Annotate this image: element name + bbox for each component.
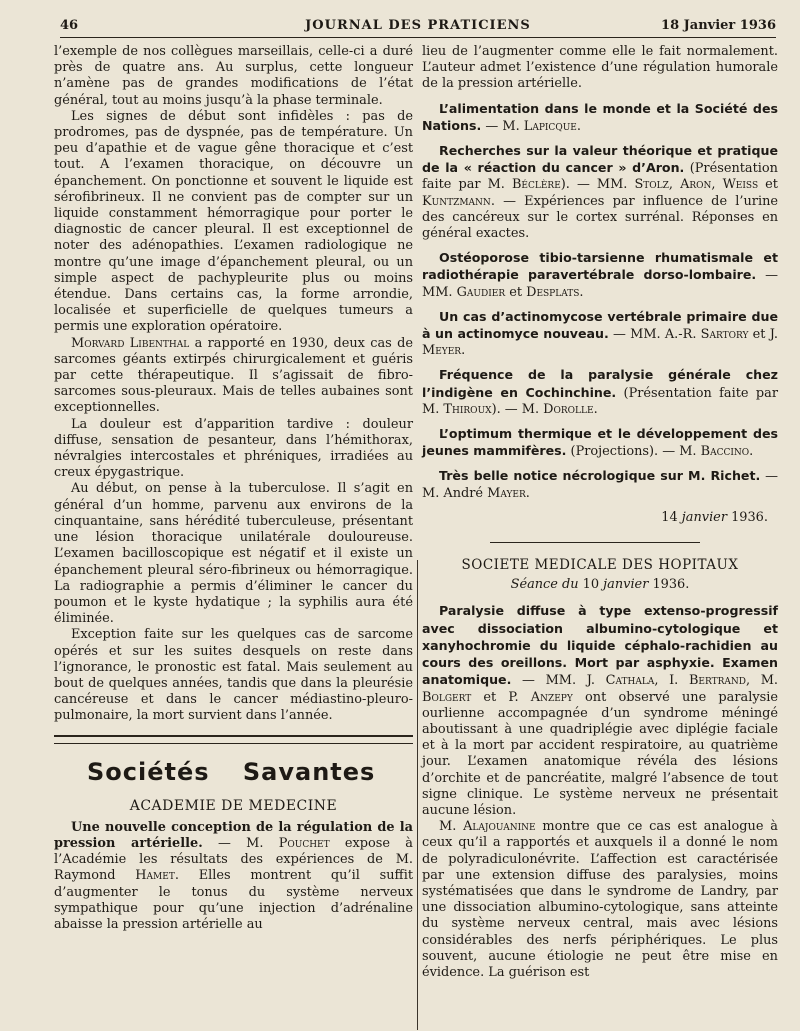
entry-title: Paralysie diffuse à type extenso-progressif avec dissociation albumino-cytologique et xanyhochromie du liquide céphalo-rachidien au cours des oreillons. Mort par asphyxie. Examen anatomique.	[422, 603, 778, 688]
entry-title: Très belle notice nécrologique sur M. Richet.	[439, 468, 761, 484]
author-name: Gaudier	[456, 284, 506, 300]
author-name: Kuntzmann	[422, 193, 491, 209]
entry-title: L’alimentation dans le monde et la Société des Nations.	[422, 100, 778, 133]
author-name: Morvard Libenthal	[71, 335, 190, 351]
section-divider	[490, 542, 700, 543]
author-name: Bolgert	[422, 689, 472, 705]
subsection-title: ACADEMIE DE MEDECINE	[129, 797, 338, 814]
entry-academie: Une nouvelle conception de la régulation de la pression artérielle. — M. Pouchet expose à l’Académie les résultats des expériences de M. Raymond Hamet. Elles montrent qu’il suffit d’augmenter le tonus du système nerveux sympathique pour qu’une injection d’adrénaline abaisse la pression artérielle au	[54, 819, 413, 932]
left-column	[54, 44, 413, 933]
journal-title: JOURNAL DES PRATICIENS	[305, 18, 531, 33]
subsection-title: SOCIETE MEDICALE DES HOPITAUX	[461, 557, 739, 574]
entry-title: Un cas d’actinomycose vertébrale primaire due à un actinomyce nouveau.	[422, 308, 778, 342]
entry: Recherches sur la valeur théorique et pratique de la « réaction du cancer » d’Aron. (Présentation faite par M. Béclère). — MM. Stolz, Aron, Weiss et Kuntzmann. — Expériences par influence de l’urine des cancéreux sur le cortex surrénal. Réponses en général exactes.	[422, 143, 778, 242]
author-name: Cathala	[605, 673, 655, 689]
author-name: Mayer	[487, 485, 526, 501]
entry: L’alimentation dans le monde et la Société des Nations. — M. Lapicque.	[422, 100, 778, 134]
author-name: Thiroux	[443, 401, 492, 417]
column-divider	[417, 560, 418, 1030]
entry-title: Fréquence de la paralysie générale chez l’indigène en Cochinchine.	[422, 367, 778, 400]
author-name: Lapicque	[523, 118, 577, 134]
paragraph: La douleur est d’apparition tardive : douleur diffuse, sensation de pesanteur, dans l’hémithorax, névralgies intercostales et phréniques, irradiées au creux épygastrique.	[54, 416, 413, 481]
author-name: Alajouanine	[463, 819, 536, 835]
author-name: Baccino	[700, 444, 750, 460]
session-date: 14 janvier 1936.	[661, 509, 768, 525]
entry: Un cas d’actinomycose vertébrale primaire due à un actinomyce nouveau. — MM. A.-R. Sartory et J. Meyer.	[422, 308, 778, 359]
issue-date: 18 Janvier 1936	[661, 18, 776, 33]
entry-title: Recherches sur la valeur théorique et pratique de la « réaction du cancer » d’Aron.	[422, 143, 778, 176]
author-name: Bertrand	[688, 673, 746, 689]
page-header	[60, 14, 776, 36]
author-name: Pouchet	[278, 835, 330, 851]
author-name: Desplats	[526, 284, 580, 300]
entry: Fréquence de la paralysie générale chez l’indigène en Cochinchine. (Présentation faite par M. Thiroux). — M. Dorolle.	[422, 367, 778, 417]
author-name: Aron	[680, 177, 712, 193]
entry: Ostéoporose tibio-tarsienne rhumatismale et radiothérapie paravertébrale dorso-lombaire. — MM. Gaudier et Desplats.	[422, 250, 778, 300]
paragraph: Au début, on pense à la tuberculose. Il s’agit en général d’un homme, parvenu aux environs de la cinquantaine, sans hérédité tuberculeuse, présentant une lésion thoracique unilatérale douloureuse. L’examen bacilloscopique est négatif et il existe un épanchement pleural séro-fibrineux ou hémorragique. La radiographie a permis d’éliminer le cancer du poumon et le kyste hydatique ; la syphilis aura été éliminée.	[54, 481, 413, 627]
author-name: Sartory	[700, 327, 749, 343]
entry: Très belle notice nécrologique sur M. Richet. — M. André Mayer.	[422, 468, 778, 501]
entry-title: Une nouvelle conception de la régulation de la pression artérielle.	[54, 819, 413, 851]
author-name: Béclère	[511, 177, 561, 193]
paragraph: l’exemple de nos collègues marseillais, celle-ci a duré près de quatre ans. Au surplus, cette longueur n’amène pas de grandes modifications de l’état général, tout au moins jusqu’à la phase terminale.	[54, 44, 413, 108]
header-rule	[60, 37, 776, 38]
entry-title: Ostéoporose tibio-tarsienne rhumatismale et radiothérapie paravertébrale dorso-lombaire.	[422, 250, 778, 283]
section-title: Sociétés Savantes	[87, 757, 376, 786]
entry-title: L’optimum thermique et le développement des jeunes mammifères.	[422, 426, 778, 459]
paragraph: lieu de l’augmenter comme elle le fait normalement. L’auteur admet l’existence d’une régulation humorale de la pression artérielle.	[422, 44, 778, 92]
author-name: Stolz	[634, 177, 669, 193]
seance-line: Séance du 10 janvier 1936.	[510, 577, 690, 593]
section-divider	[54, 735, 413, 744]
author-name: Hamet	[135, 868, 175, 884]
right-column	[422, 44, 778, 981]
paragraph: Morvard Libenthal a rapporté en 1930, deux cas de sarcomes géants extirpés chirurgicalement et guéris par cette thérapeutique. Il s’agissait de fibro-sarcomes sous-pleuraux. Mais de telles aubaines sont exceptionnelles.	[54, 335, 414, 416]
page-number: 46	[60, 18, 79, 33]
entry-smh: Paralysie diffuse à type extenso-progressif avec dissociation albumino-cytologique et xanyhochromie du liquide céphalo-rachidien au cours des oreillons. Mort par asphyxie. Examen anatomique. — MM. J. Cathala, I. Bertrand, M. Bolgert et P. Anzepy ont observé une paralysie ourlienne accompagnée d’un syndrome méningé aboutissant à une quadriplégie avec diplégie faciale et à la mort par accident respiratoire, au quatrième jour. L’examen anatomique révéla des lésions d’orchite et de pancréatite, malgré l’absence de tout signe clinique. Le système nerveux ne présentait aucune lésion.	[422, 603, 779, 818]
author-name: Anzepy	[530, 689, 573, 705]
paragraph: Exception faite sur les quelques cas de sarcome opérés et sur les suites desquels on reste dans l’ignorance, le pronostic est fatal. Mais seulement au bout de quelques années, tandis que dans la pleurésie cancéreuse et dans le cancer médiastino-pleuro-pulmonaire, la mort survient dans l’année.	[54, 627, 413, 724]
paragraph: M. Alajouanine montre que ce cas est analogue à ceux qu’il a rapportés et auxquels il a donné le nom de polyradiculonévrite. L’affection est caractérisée par une extension diffuse des paralysies, moins systématisées que dans le syndrome de Landry, par une dissociation albumino-cytologique, sans atteinte du système nerveux central, mais avec lésions considérables des nerfs périphériques. Le plus souvent, aucune étiologie ne peut être mise en évidence. La guérison est	[422, 819, 778, 980]
author-name: Meyer	[422, 343, 462, 359]
paragraph: Les signes de début sont infidèles : pas de prodromes, pas de dyspnée, pas de température. Un peu d’apathie et de vague gêne thoracique et c’est tout. A l’examen thoracique, on découvre un épanchement. On ponctionne et souvent le liquide est sérofibrineux. Il ne convient pas de compter sur un liquide constamment hémorragique pour porter le diagnostic de cancer pleural. Il est exceptionnel de noter des adénopathies. L’examen radiologique ne montre qu’une image d’épanchement pleural, ou un simple aspect de pachypleurite plus ou moins étendue. Dans certains cas, la forme arrondie, localisée et superficielle de quelques tumeurs a permis une exploration opératoire.	[54, 108, 413, 335]
author-name: Weiss	[722, 177, 759, 193]
entry: L’optimum thermique et le développement des jeunes mammifères. (Projections). — M. Baccino.	[422, 426, 778, 460]
author-name: Dorolle	[543, 401, 594, 417]
